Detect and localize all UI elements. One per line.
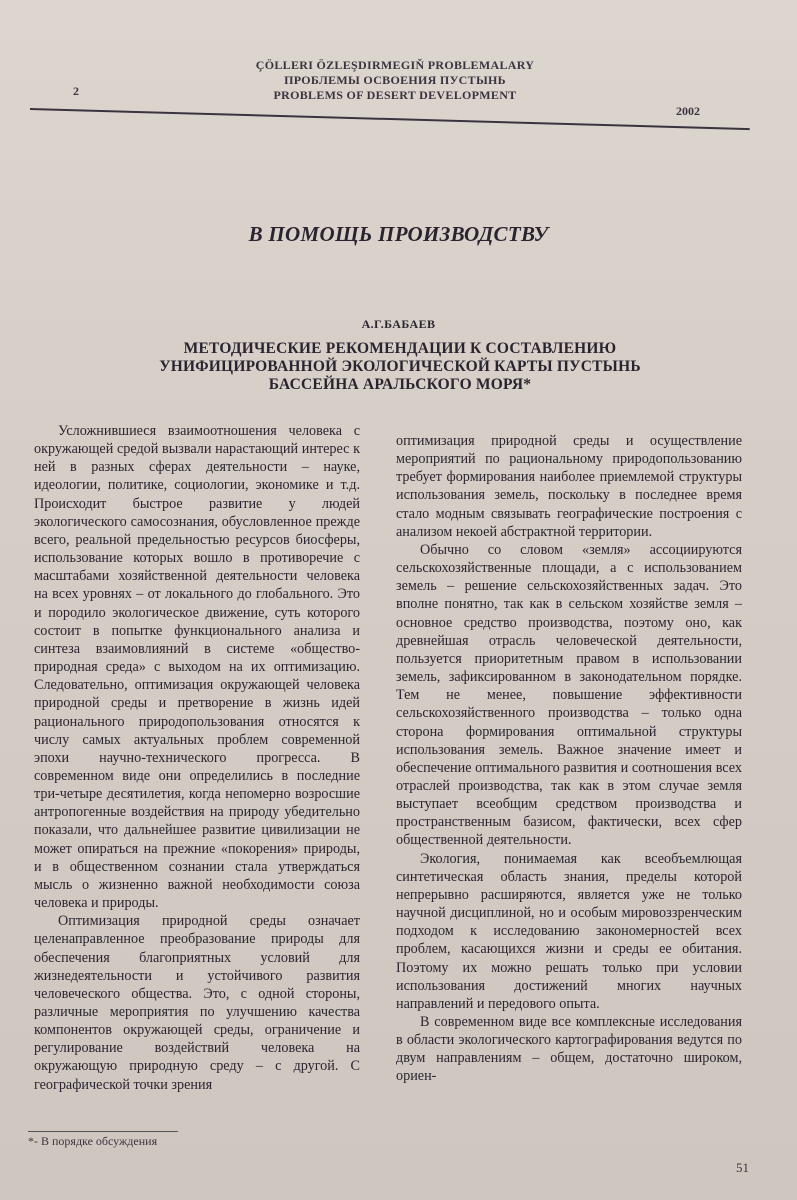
footnote-divider: [28, 1131, 178, 1132]
journal-header: [0, 54, 797, 124]
left-column: [34, 422, 360, 1094]
paragraph: Оптимизация природной среды означает целенаправленное преобразование природы для обеспечения благоприятных условий для жизнедеятельности и устойчивого развития человеческого общества. Это, с одной стороны, различные мероприятия по улучшению качества компонентов окружающей среды, ограничение и регулирование воздействий человека на окружающую природную среду – с другой. С географической точки зрения: [34, 913, 360, 1093]
article-title-line-1: МЕТОДИЧЕСКИЕ РЕКОМЕНДАЦИИ К СОСТАВЛЕНИЮ: [183, 340, 617, 357]
issue-year: 2002: [676, 104, 700, 118]
journal-titles: [230, 58, 560, 103]
article-author: А.Г.БАБАЕВ: [361, 317, 436, 331]
journal-title-russian: ПРОБЛЕМЫ ОСВОЕНИЯ ПУСТЫНЬ: [284, 73, 506, 87]
footnote: *- В порядке обсуждения: [28, 1134, 158, 1148]
journal-title-english: PROBLEMS OF DESERT DEVELOPMENT: [273, 88, 517, 102]
issue-number: 2: [73, 84, 79, 98]
paragraph: Усложнившиеся взаимоотношения человека с окружающей средой вызвали нарастающий интерес к ней в разных сферах деятельности – науке, идеологии, политике, социологии, экономике и т.д. Происходит быстрое развитие у людей экологического самосознания, обусловленное прежде всего, реальной предельностью ресурсов биосферы, использование которых вошло в противоречие с масштабами хозяйственной деятельности человека на всех уровнях – от локального до глобального. Это и породило экологическое движение, суть которого состоит в попытке функционального анализа и синтеза взаимовлияний в системе «общество-природная среда» с выходом на их оптимизацию. Следовательно, оптимизация окружающей человека природной среды и претворение в жизнь идей рационального природопользования относятся к числу самых актуальных проблем современной эпохи научно-технического прогресса. В современном виде они определились в последние три-четыре десятилетия, когда непомерно возросшие антропогенные воздействия на природу убедительно показали, что дальнейшее развитие цивилизации не может опираться на прежние «покорения» природы, и в общественном сознании стала утверждаться мысль о жизненно важной необходимости союза человека и природы.: [34, 423, 360, 912]
journal-title-turkmen: ÇÖLLERI ÖZLEŞDIRMEGIŇ PROBLEMALARY: [255, 58, 535, 72]
paragraph: Экология, понимаемая как всеобъемлющая синтетическая область знания, пределы которой непрерывно расширяются, является уже не только научной дисциплиной, но и особым мировоззренческим подходом к исследованию закономерностей всех проблем, касающихся жизни и среды ее обитания. Поэтому их можно решать только при условии использования достижений многих научных направлений и передового опыта.: [396, 850, 742, 1012]
paragraph: Обычно со словом «земля» ассоциируются сельскохозяйственные площади, а с использованием земель – решение сельскохозяйственных задач. Это вполне понятно, так как в сельском хозяйстве земля – основное средство производства, поэтому оно, как древнейшая отрасль человеческой деятельности, пользуется приоритетным правом в использовании земель, зафиксированном в законодательном порядке. Тем не менее, повышение эффективности сельскохозяйственного производства – только одна сторона формирования оптимальной структуры использования земель. Важное значение имеет и обеспечение оптимального развития и соотношения всех отраслей производства, так как в этом случае земля выступает всеобщим средством производства и пространственным базисом, фактически, всех сфер общественной деятельности.: [396, 541, 742, 849]
article-title: [110, 340, 690, 394]
right-column: [396, 432, 742, 1086]
paragraph: В современном виде все комплексные исследования в области экологического картографирования ведутся по двум направлениям – общем, достаточно широком, ориен-: [396, 1014, 742, 1085]
article-title-line-2: УНИФИЦИРОВАННОЙ ЭКОЛОГИЧЕСКОЙ КАРТЫ ПУСТЫНЬ: [159, 358, 641, 375]
section-heading: В ПОМОЩЬ ПРОИЗВОДСТВУ: [248, 222, 549, 246]
page-number: 51: [736, 1160, 749, 1175]
article-title-line-3: БАССЕЙНА АРАЛЬСКОГО МОРЯ*: [268, 376, 532, 393]
paragraph: оптимизация природной среды и осуществление мероприятий по рациональному природопользованию требует формирования наиболее приемлемой структуры использования земель, поскольку в последнее время стало модным связывать географические построения с анализом некоей абстрактной территории.: [396, 433, 742, 540]
